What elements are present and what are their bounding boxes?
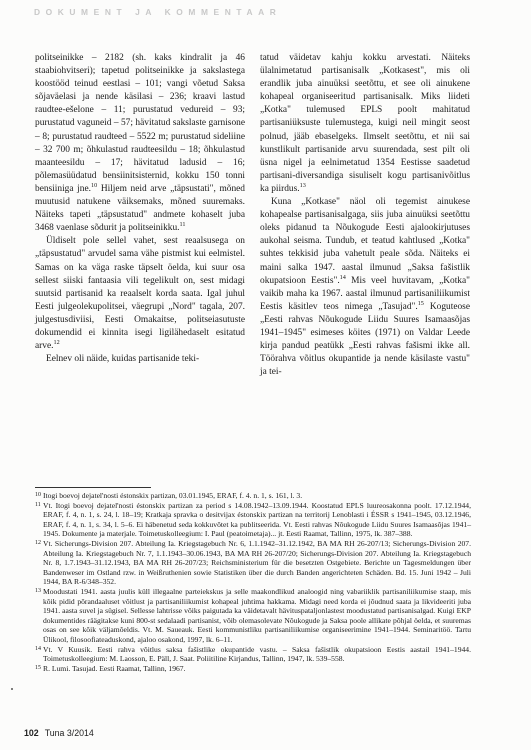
footnotes (35, 491, 471, 673)
page-footer (24, 728, 94, 738)
footnote-number: 14 (35, 645, 41, 652)
footnote (35, 501, 471, 539)
page-number: 102 (24, 728, 39, 738)
paragraph: Eelnev oli näide, kuidas partisanide teki- (46, 354, 200, 365)
footnote-number: 11 (35, 501, 41, 508)
paragraph: Üldiselt pole sellel vahet, sest reaalsusega on „täpsustatud" arvudel sama vähe pistmist kui eelmistel. Samas on ka väga raske täpselt öelda, kui suur osa sellest siiski fantaasia vili tegelikult on, sest midagi suutsid partisanid ka reaalselt korda saata. Igal juhul Eesti julgeolekupolitsei, väegrupi „Nord" tagala, 207. julgestusdiviisi, Eesti Omakaitse, politseiasutuste dokumendid ei kinnita isegi ligilähedaselt esitatud arve.$^{12}$ (35, 236, 245, 352)
footnote (35, 491, 471, 501)
footnote-ref[interactable]: 14 (339, 273, 346, 281)
footnote (35, 645, 471, 664)
footnote (35, 587, 471, 645)
footnote-ref[interactable]: 12 (53, 338, 60, 346)
footnote-text: R. Lumi. Tasujad. Eesti Raamat, Tallinn, 1967. (43, 663, 186, 673)
footnote-number: 10 (35, 492, 41, 498)
footnote-divider (35, 487, 151, 488)
footnote-ref[interactable]: 10 (90, 181, 98, 189)
footnote-ref[interactable]: 13 (299, 181, 306, 189)
footnote-ref[interactable]: 11 (179, 221, 186, 229)
footnote-number: 15 (35, 664, 41, 671)
right-text-column (260, 52, 470, 379)
paragraph: Kuna „Kotkase" näol oli tegemist ainukese kohapealse partisanisalgaga, siis juba ainuüksi seetõttu oleks pidanud ta Nõukogude Eesti ajalookirjutuses aukohal seisma. Tundub, et teatud kahtlused „Kotka" suhtes tekkisid juba vahetult peale sõda. Näiteks ei maini salka 1947. aastal ilmunud „Saksa fašistlik okupatsioon Eestis".$^{14}$ Mis veel huvitavam, „Kotka" vaikib maha ka 1967. aastal ilmunud partisaniliikumist Eestis käsitlev teos nimega „Tasujad".$^{15}$ Koguteose „Eesti rahvas Nõukogude Liidu Suures Isamaasõjas 1941–1945" esimeses köites (1971) on Valdar Leede kirja pandud peatükk „Eesti rahvas fašismi ikke all. Töörahva võitlus okupantide ja nende käsilaste vastu" ja tei- (260, 197, 470, 378)
footnote-text: Vt. Itogi boevoj dejatel'nosti éstonskix partizan za period s 14.08.1942–13.09.1944. Koostatud EPLS luureosakonna poolt. 17.12.1944, ERAF, f. 4, n. 1, s. 24, l. 18–19; Kratkaja spravka o desitvijax éstonskix partizan na territorij Lenoblasti i ÉSSR s 1941–1945, 03.12.1946, ERAF, f. 4, n. 1, s. 34, l. 5–6. Ei häbenetud seda kokkuvõtet ka publitseerida. Vt. Eesti rahvas Nõukogude Liidu Suures Isamaasõjas 1941–1945. Dokumente ja materjale. Toimetuskolleegium: I. Paul (peatoimetaja)... jt. Eesti Raamat, Tallinn, 1975, lk. 387–388. (43, 500, 471, 539)
footnote-number: 13 (35, 587, 41, 594)
edge-dot (11, 688, 13, 690)
section-header: DOKUMENT JA KOMMENTAAR (34, 7, 282, 17)
paragraph: tatud väidetav kahju kokku arvestati. Näiteks ülalnimetatud partisanisalk „Kotkasest", mis oli erandlik juba ainuüksi seetõttu, et see oli ainukene kohapeal organiseeritud partisanisalk. Miks liideti „Kotka" tulemused EPLS poolt mahitatud partisaniüksuste tulemustega, kuigi neil mingit seost polnud, jääb ebaselgeks. Ilmselt seetõttu, et nii sai kunstlikult partisanide arvu suurendada, sest pilt oli üsna nigel ja eelnimetatud 1354 Eestisse saadetud partisani-diversandiga sisuliselt kogu partisanivõitlus ka piirdus.$^{13}$ (260, 53, 470, 194)
footnote-text: Vt. V Kuusik. Eesti rahva võitlus saksa fašistlike okupantide vastu. – Saksa fašistlik okupatsioon Eestis aastail 1941–1944. Toimetuskolleegium: M. Laosson, E. Päll, J. Saat. Poliitiline Kirjandus, Tallinn, 1947, lk. 539–558. (43, 644, 471, 664)
footnote (35, 539, 471, 587)
footnote-ref[interactable]: 15 (417, 299, 424, 307)
footnote-text: Itogi boevoj dejatel'nosti éstonskix partizan, 03.01.1945, ERAF, f. 4. n. 1, s. 161, l. 3. (43, 491, 303, 500)
footnote (35, 664, 471, 674)
paragraph: politseinikke – 2182 (sh. kaks kindralit ja 46 staabiohvitseri); tapetud politseinikke ja sakslastega koostööd teinud eestlasi – 101; vangi võetud Saksa sõjaväelasi ja nende käsilasi – 236; kraavi lastud raudtee-ešelone – 11; purustatud vedureid – 93; purustatud vaguneid – 57; hävitatud sakslaste garnisone – 8; purustatud raudteed – 5522 m; purustatud sideliine – 32 700 m; õhkulastud raudteesildu – 18; õhkulastud maanteesildu – 17; hävitatud ladusid – 16; põlemasüüdatud bensiinitsisternid, kokku 150 tonni bensiiniga jne.$^{10}$ Hiljem neid arve „täpsustati", mõned muutusid natukene väiksemaks, mõned suuremaks. Näiteks tapeti „täpsustatud" andmete kohaselt juba 3468 vaenlase sõdurit ja politseinikku.$^{11}$ (35, 53, 245, 234)
left-text-column (35, 52, 245, 366)
footnote-text: Vt. Sicherungs-Division 207. Abteilung Ia. Kriegstagebuch Nr. 6, 1.1.1942–31.12.1942, BA MA RH 26-207/13; Sicherungs-Division 207. Abteilung Ia. Kriegstagebuch Nr. 7, 1.1.1943–30.06.1943, BA MA RH 26-207/20; Sicherungs-Division 207. Abteilung Ia. Kriegstagebuch Nr. 8, 1.7.1943–31.12.1943, BA MA RH 26-207/23; Reichsministerium für die besetzten Ostgebiete. Berichte un Tagesmeldungen über Bandenweser im Ostland rzw. in Weißruthenien sowie Statistiken über die durch Banden angerichteten Schäden. Bd. 15. Juni 1942 – Juli 1944, BA R-6/348–352. (43, 538, 471, 587)
footnote-number: 12 (35, 539, 41, 546)
footnote-text: Moodustati 1941. aasta juulis küll illegaalne parteiekskus ja selle maakondlikud analoogid ning vabariiklik partisaniliikumise staap, mis kõik pidid põrandaaluset võitlust ja partisaniliikumist kohapeal juhtima hakkama. Midagi need korda ei jõudnud saata ja likvideeriti juba 1941. aasta suvel ja sügisel. Sellesse lahtrisse võiks paigutada ka väidetavalt hävituspataljonlastest moodustatud partisanisalgad. Kuigi EKP dokumentides räägitakse kuni 800-st sedalaadi partisanist, võib olemasolevate Nõukogude ja Saksa poole allikate põhjal öelda, et suuremas osas on see kõik väljamõeldis. Vt. M. Saueauk. Eesti kommunistliku partisaniliikumise organiseerimine 1941–1944. Seminaritöö. Tartu Ülikool, filosoofiateaduskond, ajaloo osakond, 1997, lk. 6–11. (43, 586, 471, 644)
journal-issue: Tuna 3/2014 (44, 728, 94, 738)
